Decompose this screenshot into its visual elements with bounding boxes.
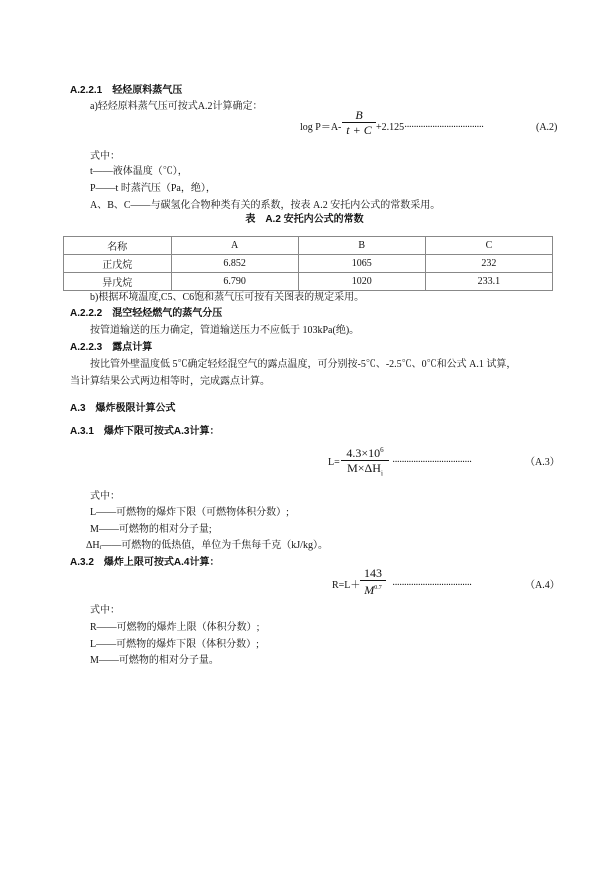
heading-a223: A.2.2.3 露点计算 xyxy=(70,342,153,353)
denominator: M xyxy=(364,583,375,597)
exponent: 0.7 xyxy=(374,585,382,591)
denominator: t + C xyxy=(346,123,372,137)
note-b: b)根据环境温度,C5、C6饱和蒸气压可按有关图表的规定采用。 xyxy=(90,292,365,303)
formula-tag: (A.2) xyxy=(536,122,558,133)
header-cell: 名称 xyxy=(64,237,172,255)
cell: 232 xyxy=(425,255,552,273)
formula-tag: （A.3） xyxy=(525,457,560,468)
cell: 6.790 xyxy=(171,273,298,291)
heading-a31: A.3.1 爆炸下限可按式A.3计算： xyxy=(70,426,220,437)
paragraph: 按比管外壁温度低 5℃确定轻烃混空气的露点温度，可分别按-5℃、-2.5℃、0℃和公式 A.1 试算， xyxy=(90,359,517,370)
definition: M——可燃物的相对分子量。 xyxy=(90,655,219,666)
numerator: 4.3×10 xyxy=(346,446,381,460)
formula-lhs: L= xyxy=(328,457,340,468)
cell: 异戊烷 xyxy=(64,273,172,291)
definition: ΔHᵢ——可燃物的低热值，单位为千焦每千克（kJ/kg）。 xyxy=(86,540,328,551)
definition: t——液体温度（℃）， xyxy=(90,166,188,177)
header-cell: B xyxy=(298,237,425,255)
definition: M——可燃物的相对分子量; xyxy=(90,524,212,535)
subscript: i xyxy=(380,469,383,478)
definition: A、B、C——与碳氢化合物种类有关的系数，按表 A.2 安托内公式的常数采用。 xyxy=(90,200,441,211)
where-label: 式中： xyxy=(90,605,120,616)
cell: 1065 xyxy=(298,255,425,273)
formula-fraction xyxy=(341,443,389,480)
where-label: 式中： xyxy=(90,151,120,162)
exponent: 6 xyxy=(380,446,384,454)
definition: L——可燃物的爆炸下限（可燃物体积分数）; xyxy=(90,507,289,518)
header-cell: C xyxy=(425,237,552,255)
formula-lhs: log P＝A- xyxy=(300,122,342,133)
denominator: M×ΔH xyxy=(347,461,381,475)
heading-a222: A.2.2.2 混空轻烃燃气的蒸气分压 xyxy=(70,308,223,319)
paragraph: 按管道输送的压力确定，管道输送压力不应低于 103kPa(绝)。 xyxy=(90,325,360,336)
cell: 233.1 xyxy=(425,273,552,291)
definition: P——t 时蒸汽压（Pa，绝）， xyxy=(90,183,216,194)
header-cell: A xyxy=(171,237,298,255)
heading-a3: A.3 爆炸极限计算公式 xyxy=(70,403,176,414)
formula-lhs: R=L＋ xyxy=(332,580,361,591)
constants-table xyxy=(63,236,553,291)
leader-dots: ·································· xyxy=(392,457,472,468)
table-header-row xyxy=(64,237,553,255)
leader-dots: ·································· xyxy=(392,580,472,591)
intro-text: a)轻烃原料蒸气压可按式A.2计算确定： xyxy=(90,101,263,112)
definition: R——可燃物的爆炸上限（体积分数）; xyxy=(90,622,260,633)
cell: 正戊烷 xyxy=(64,255,172,273)
cell: 1020 xyxy=(298,273,425,291)
formula-fraction xyxy=(342,108,376,137)
table-title: 表 A.2 安托内公式的常数 xyxy=(245,214,364,225)
heading-a221: A.2.2.1 轻烃原料蒸气压 xyxy=(70,85,183,96)
paragraph: 当计算结果公式两边相等时，完成露点计算。 xyxy=(70,376,270,387)
where-label: 式中： xyxy=(90,491,120,502)
numerator: 143 xyxy=(360,566,386,581)
formula-fraction xyxy=(360,566,386,597)
leader-dots: ·································· xyxy=(404,122,484,133)
formula-tag: （A.4） xyxy=(525,580,560,591)
table-row xyxy=(64,273,553,291)
heading-a32: A.3.2 爆炸上限可按式A.4计算： xyxy=(70,557,220,568)
cell: 6.852 xyxy=(171,255,298,273)
numerator: B xyxy=(342,108,376,123)
formula-rhs: +2.125 xyxy=(376,122,405,133)
table-row xyxy=(64,255,553,273)
definition: L——可燃物的爆炸下限（体积分数）; xyxy=(90,639,259,650)
